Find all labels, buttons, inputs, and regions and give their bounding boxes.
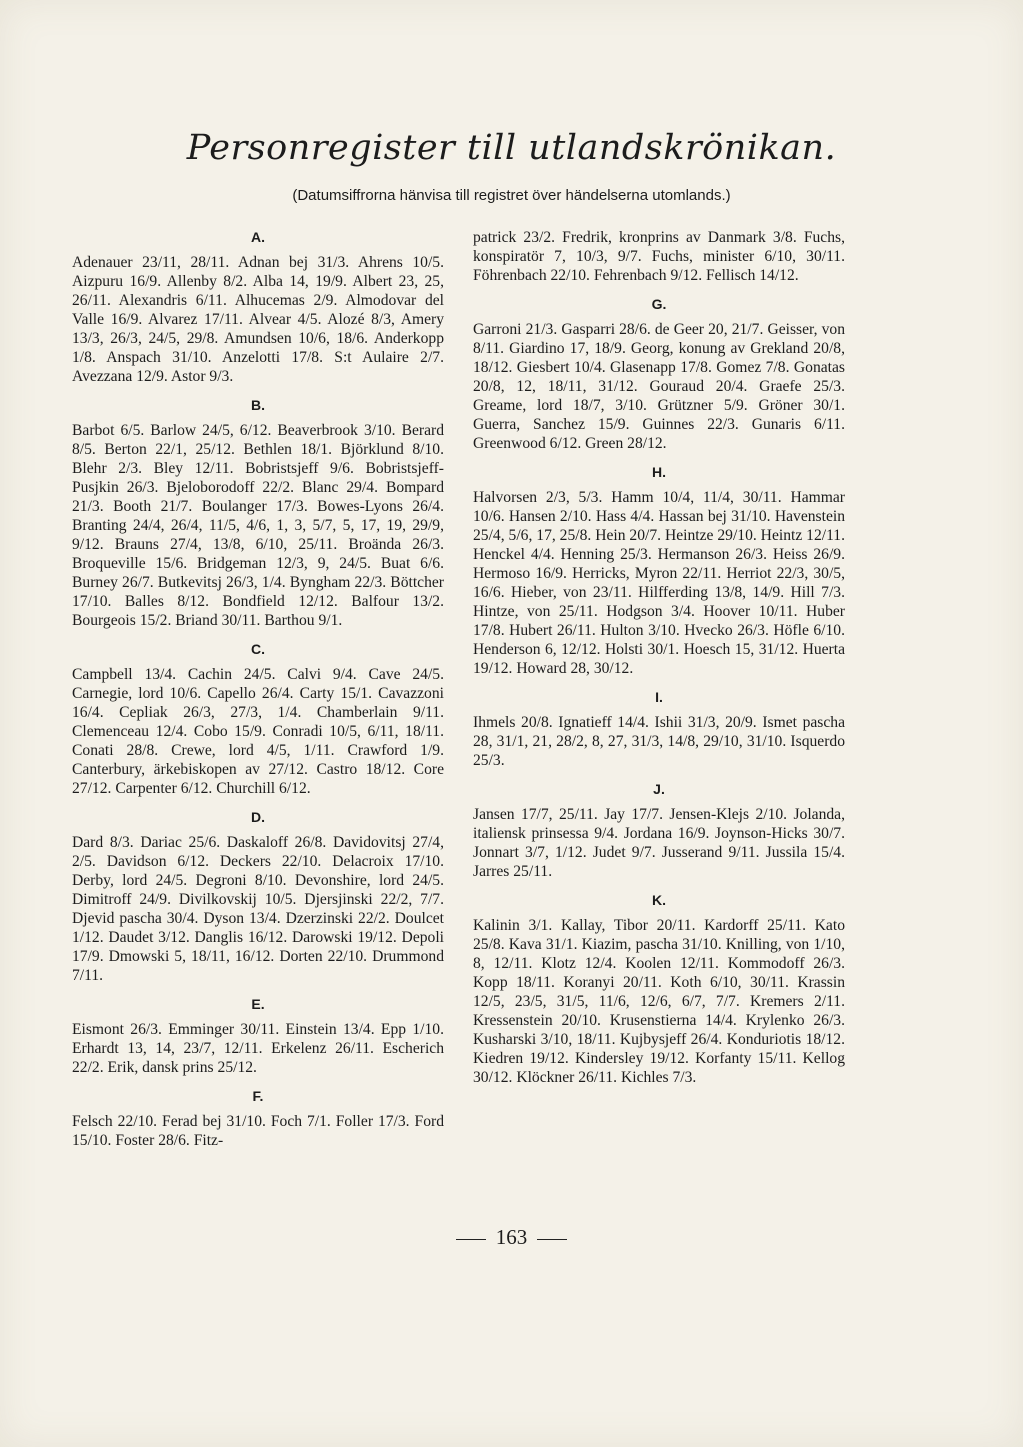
section-g bbox=[473, 295, 845, 453]
section-letter: F. bbox=[252, 1088, 264, 1104]
section-letter: K. bbox=[652, 892, 666, 908]
section-f-continued bbox=[473, 228, 845, 285]
section-text: Dard 8/3. Dariac 25/6. Daskaloff 26/8. Davidovitsj 27/4, 2/5. Davidson 6/12. Deckers 22/10. Delacroix 17/10. Derby, lord 24/5. Degroni 8/10. Devonshire, lord 24/5. Dimitroff 24/9. Divilkovskij 10/5. Djersjinski 22/2, 7/7. Djevid pascha 30/4. Dyson 13/4. Dzerzinski 22/2. Doulcet 1/12. Daudet 3/12. Danglis 16/12. Darowski 19/12. Depoli 17/9. Dmowski 5, 18/11, 16/12. Dorten 22/10. Drummond 7/11. bbox=[72, 834, 444, 984]
left-column bbox=[72, 228, 444, 1150]
section-letter: J. bbox=[653, 781, 665, 797]
section-letter: I. bbox=[655, 689, 663, 705]
right-column bbox=[473, 228, 845, 1087]
page-number-value: 163 bbox=[495, 1225, 528, 1249]
section-letter: G. bbox=[651, 296, 667, 312]
section-letter: D. bbox=[251, 809, 265, 825]
section-i bbox=[473, 688, 845, 770]
section-text: Garroni 21/3. Gasparri 28/6. de Geer 20, 21/7. Geisser, von 8/11. Giardino 17, 18/9. Georg, konung av Grekland 20/8, 18/12. Giesbert 10/4. Glasenapp 17/8. Gomez 7/8. Gonatas 20/8, 12, 18/11, 31/12. Gouraud 20/4. Graefe 25/3. Greame, lord 18/7, 3/10. Grützner 5/9. Gröner 30/1. Guerra, Sanchez 15/9. Guinnes 22/3. Gunaris 6/11. Greenwood 6/12. Green 28/12. bbox=[473, 321, 845, 452]
section-letter: B. bbox=[251, 397, 265, 413]
section-text: Halvorsen 2/3, 5/3. Hamm 10/4, 11/4, 30/11. Hammar 10/6. Hansen 2/10. Hass 4/4. Hassan bej 31/10. Havenstein 25/4, 5/6, 17, 25/8. Hein 20/7. Heintze 29/10. Heintz 12/11. Henckel 4/4. Henning 25/3. Hermanson 26/3. Heiss 26/9. Hermoso 16/9. Herricks, Myron 22/11. Herriot 22/3, 30/5, 16/6. Hieber, von 23/11. Hilfferding 13/8, 14/9. Hill 7/3. Hintze, von 25/11. Hodgson 3/4. Hoover 10/11. Huber 17/8. Hubert 26/11. Hulton 3/10. Hvecko 26/3. Höfle 6/10. Henderson 6, 12/12. Holsti 30/1. Hoesch 15, 31/12. Huerta 19/12. Howard 28, 30/12. bbox=[473, 489, 845, 677]
dash-left bbox=[456, 1239, 486, 1240]
section-f bbox=[72, 1087, 444, 1150]
section-letter: C. bbox=[251, 641, 265, 657]
section-e bbox=[72, 995, 444, 1077]
section-text: Barbot 6/5. Barlow 24/5, 6/12. Beaverbrook 3/10. Berard 8/5. Berton 22/1, 25/12. Bethlen 18/1. Björklund 8/10. Blehr 2/3. Bley 12/11. Bobristsjeff 9/6. Bobristsjeff-Pusjkin 26/3. Bjeloborodoff 22/2. Blanc 29/4. Bompard 21/3. Booth 21/7. Boulanger 17/3. Bowes-Lyons 26/4. Branting 24/4, 26/4, 11/5, 4/6, 1, 3, 5/7, 5, 17, 19, 29/9, 9/12. Brauns 27/4, 13/8, 6/10, 25/11. Broända 26/3. Broqueville 15/6. Bridgeman 12/3, 9, 24/5. Buat 6/6. Burney 26/7. Butkevitsj 26/3, 1/4. Byngham 22/3. Böttcher 17/10. Balles 8/12. Bondfield 12/12. Balfour 13/2. Bourgeois 15/2. Briand 30/11. Barthou 9/1. bbox=[72, 422, 444, 629]
section-text: Ihmels 20/8. Ignatieff 14/4. Ishii 31/3, 20/9. Ismet pascha 28, 31/1, 21, 28/2, 8, 27, 31/3, 14/8, 29/10, 31/10. Isquerdo 25/3. bbox=[473, 714, 845, 769]
page-title: Personregister till utlandskrönikan. bbox=[186, 128, 837, 168]
page-number bbox=[0, 1225, 1023, 1250]
section-b bbox=[72, 396, 444, 630]
section-a bbox=[72, 228, 444, 386]
section-text: Jansen 17/7, 25/11. Jay 17/7. Jensen-Klejs 2/10. Jolanda, italiensk prinsessa 9/4. Jordana 16/9. Joynson-Hicks 30/7. Jonnart 3/7, 1/12. Judet 9/7. Jusserand 9/11. Jussila 15/4. Jarres 25/11. bbox=[473, 806, 845, 880]
section-j bbox=[473, 780, 845, 881]
section-letter: A. bbox=[251, 229, 265, 245]
section-c bbox=[72, 640, 444, 798]
page-subtitle: (Datumsiffrorna hänvisa till registret över händelserna utomlands.) bbox=[292, 187, 731, 204]
section-text: Eismont 26/3. Emminger 30/11. Einstein 13/4. Epp 1/10. Erhardt 13, 14, 23/7, 12/11. Erkelenz 26/11. Escherich 22/2. Erik, dansk prins 25/12. bbox=[72, 1021, 444, 1076]
section-letter: E. bbox=[251, 996, 265, 1012]
section-text: Adenauer 23/11, 28/11. Adnan bej 31/3. Ahrens 10/5. Aizpuru 16/9. Allenby 8/2. Alba 14, 19/9. Albert 23, 25, 26/11. Alexandris 6/11. Alhucemas 2/9. Almodovar del Valle 16/9. Alvarez 17/11. Alvear 4/5. Alozé 8/3, Amery 13/3, 26/3, 24/5, 29/8. Amundsen 10/6, 18/6. Anderkopp 1/8. Anspach 31/10. Anzelotti 17/8. S:t Aulaire 2/7. Avezzana 12/9. Astor 9/3. bbox=[72, 254, 444, 385]
dash-right bbox=[537, 1239, 567, 1240]
section-letter: H. bbox=[652, 464, 666, 480]
section-text: Felsch 22/10. Ferad bej 31/10. Foch 7/1. Foller 17/3. Ford 15/10. Foster 28/6. Fitz- bbox=[72, 1113, 444, 1149]
section-text: Campbell 13/4. Cachin 24/5. Calvi 9/4. Cave 24/5. Carnegie, lord 10/6. Capello 26/4. Carty 15/1. Cavazzoni 16/4. Cepliak 26/3, 27/3, 1/4. Chamberlain 9/11. Clemenceau 12/4. Cobo 15/9. Conradi 10/5, 6/11, 18/11. Conati 28/8. Crewe, lord 4/5, 1/11. Crawford 1/9. Canterbury, ärkebiskopen av 27/12. Castro 18/12. Core 27/12. Carpenter 6/12. Churchill 6/12. bbox=[72, 666, 444, 797]
section-d bbox=[72, 808, 444, 985]
section-text: patrick 23/2. Fredrik, kronprins av Danmark 3/8. Fuchs, konspiratör 7, 10/3, 9/7. Fuchs, minister 6/10, 30/11. Föhrenbach 22/10. Fehrenbach 9/12. Fellisch 14/12. bbox=[473, 229, 845, 284]
section-k bbox=[473, 891, 845, 1087]
section-h bbox=[473, 463, 845, 678]
section-text: Kalinin 3/1. Kallay, Tibor 20/11. Kardorff 25/11. Kato 25/8. Kava 31/1. Kiazim, pascha 31/10. Knilling, von 1/10, 8, 12/11. Klotz 12/4. Koolen 12/11. Kommodoff 26/3. Kopp 18/11. Koranyi 20/11. Koth 6/10, 30/11. Krassin 12/5, 23/5, 31/5, 11/6, 12/6, 6/7, 7/7. Kremers 2/11. Kressenstein 20/10. Krusenstierna 14/4. Krylenko 26/3. Kusharski 3/10, 18/11. Kujbysjeff 26/4. Konduriotis 18/12. Kiedren 19/12. Kindersley 19/12. Korfanty 15/11. Kellog 30/12. Klöckner 26/11. Kichles 7/3. bbox=[473, 917, 845, 1086]
